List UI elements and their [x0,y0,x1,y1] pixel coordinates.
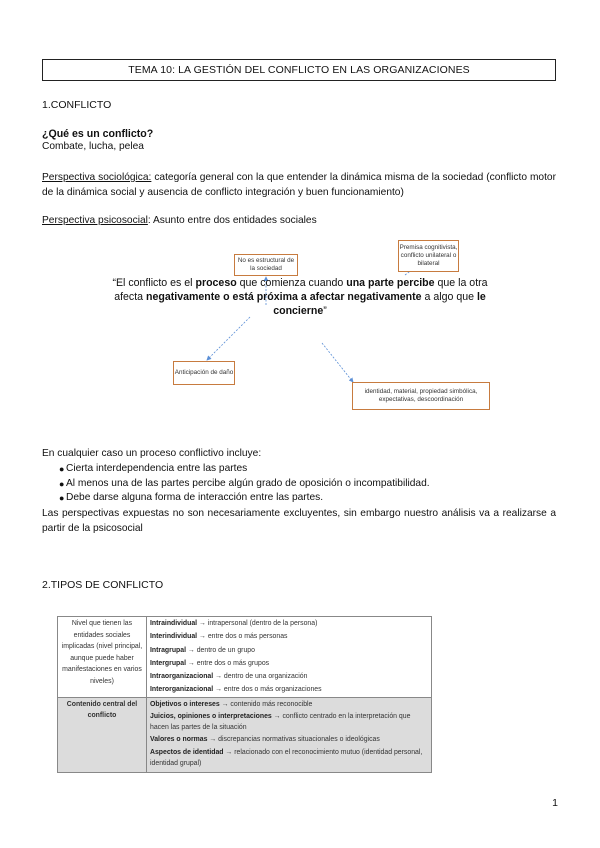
item-term: Intraindividual [150,620,198,627]
table-row [58,617,432,698]
table-cell-level-label: Nivel que tienen las entidades sociales implicadas (nivel principal, aunque puede haber manifestaciones en varios niveles) [58,617,147,698]
item-desc: → contenido más reconocible [219,700,313,708]
arrow-to-identity [322,343,353,382]
item-term: Intragrupal [150,646,186,654]
list-item-text: Debe darse alguna forma de interacción entre las partes. [66,492,324,503]
table-item [150,670,428,683]
section-heading-conflicto: 1.CONFLICTO [42,99,112,111]
item-desc: → entre dos o más organizaciones [213,686,322,694]
table-item [150,747,428,769]
bullet-icon: ● [59,478,65,489]
quote-part: “El conflicto es el [112,277,196,289]
item-term: Intergrupal [150,659,186,667]
diagram-box-premise: Premisa cognitivista, conflicto unilateral o bilateral [398,240,459,272]
conflict-definition-quote [100,276,500,318]
item-desc: → discrepancias normativas situacionales o ideológicas [207,736,380,744]
item-desc: → relacionado con el reconocimiento mutuo (identidad personal, identidad grupal) [150,748,423,767]
quote-part: ” [323,305,327,317]
item-term: Juicios, opiniones o interpretaciones [150,713,272,721]
table-item [150,657,428,670]
item-desc: → intrapersonal (dentro de la persona) [197,620,318,627]
quote-bold: una parte percibe [346,277,435,289]
item-term: Aspectos de identidad [150,748,224,756]
table-item [150,733,428,746]
item-desc: → dentro de una organización [213,673,308,681]
quote-part: a algo que [421,291,477,303]
list-item [42,462,556,477]
question-answer: Combate, lucha, pelea [42,141,144,152]
conflict-types-table [57,616,432,773]
table-item [150,617,428,630]
item-term: Interindividual [150,633,198,641]
table-cell-level-items [147,617,432,698]
psychosocial-text: : Asunto entre dos entidades sociales [147,215,317,226]
process-bullet-list [42,462,556,506]
table-item [150,683,428,696]
arrow-to-anticipation [207,317,250,360]
quote-part: que comienza cuando [236,277,347,289]
bullet-icon: ● [59,493,65,503]
quote-bold: negativamente o está próxima a afectar negativamente [146,291,422,303]
item-desc: → entre dos o más personas [197,633,288,641]
item-term: Intraorganizacional [150,673,214,681]
section-heading-tipos: 2.TIPOS DE CONFLICTO [42,579,164,591]
quote-bold: proceso [195,277,237,289]
item-term: Valores o normas [150,736,208,744]
document-title: TEMA 10: LA GESTIÓN DEL CONFLICTO EN LAS ORGANIZACIONES [42,59,556,81]
table-cell-content-label: Contenido central del conflicto [58,697,147,772]
question-heading: ¿Qué es un conflicto? [42,128,154,140]
diagram-box-anticipation: Anticipación de daño [173,361,235,385]
list-item-text: Cierta interdependencia entre las partes [66,463,248,474]
process-intro: En cualquier caso un proceso conflictivo incluye: [42,448,262,459]
table-item [150,711,428,733]
sociological-text: categoría general con la que entender la dinámica misma de la sociedad (conflicto motor de la dinámica social y ausencia de conflicto integración y buen funcionamiento) [42,172,556,198]
list-item [42,477,556,492]
item-desc: → entre dos o más grupos [186,659,270,667]
list-item-text: Al menos una de las partes percibe algún grado de oposición o incompatibilidad. [66,477,430,489]
table-cell-content-items [147,697,432,772]
item-desc: → conflicto centrado en la interpretación que hacen las partes de la situación [150,713,411,732]
bullet-icon: ● [59,464,65,474]
process-closing: Las perspectivas expuestas no son necesariamente excluyentes, sin embargo nuestro análisis va a realizarse a partir de la psicosocial [42,508,556,534]
diagram-box-identity: identidad, material, propiedad simbólica, expectativas, descoordinación [352,382,490,410]
sociological-label: Perspectiva sociológica: [42,172,152,183]
item-term: Interorganizacional [150,686,214,694]
page-number: 1 [552,797,558,809]
table-row [58,697,432,772]
item-term: Objetivos o intereses [150,700,220,708]
quote-part: que la otra afecta [114,277,488,303]
diagram-box-structural: No es estructural de la sociedad [234,254,298,276]
quote-bold: le concierne [273,291,486,317]
psychosocial-label: Perspectiva psicosocial [42,215,148,226]
table-item [150,630,428,643]
list-item [42,491,556,506]
table-item [150,698,428,711]
table-item [150,644,428,657]
item-desc: → dentro de un grupo [186,646,255,654]
